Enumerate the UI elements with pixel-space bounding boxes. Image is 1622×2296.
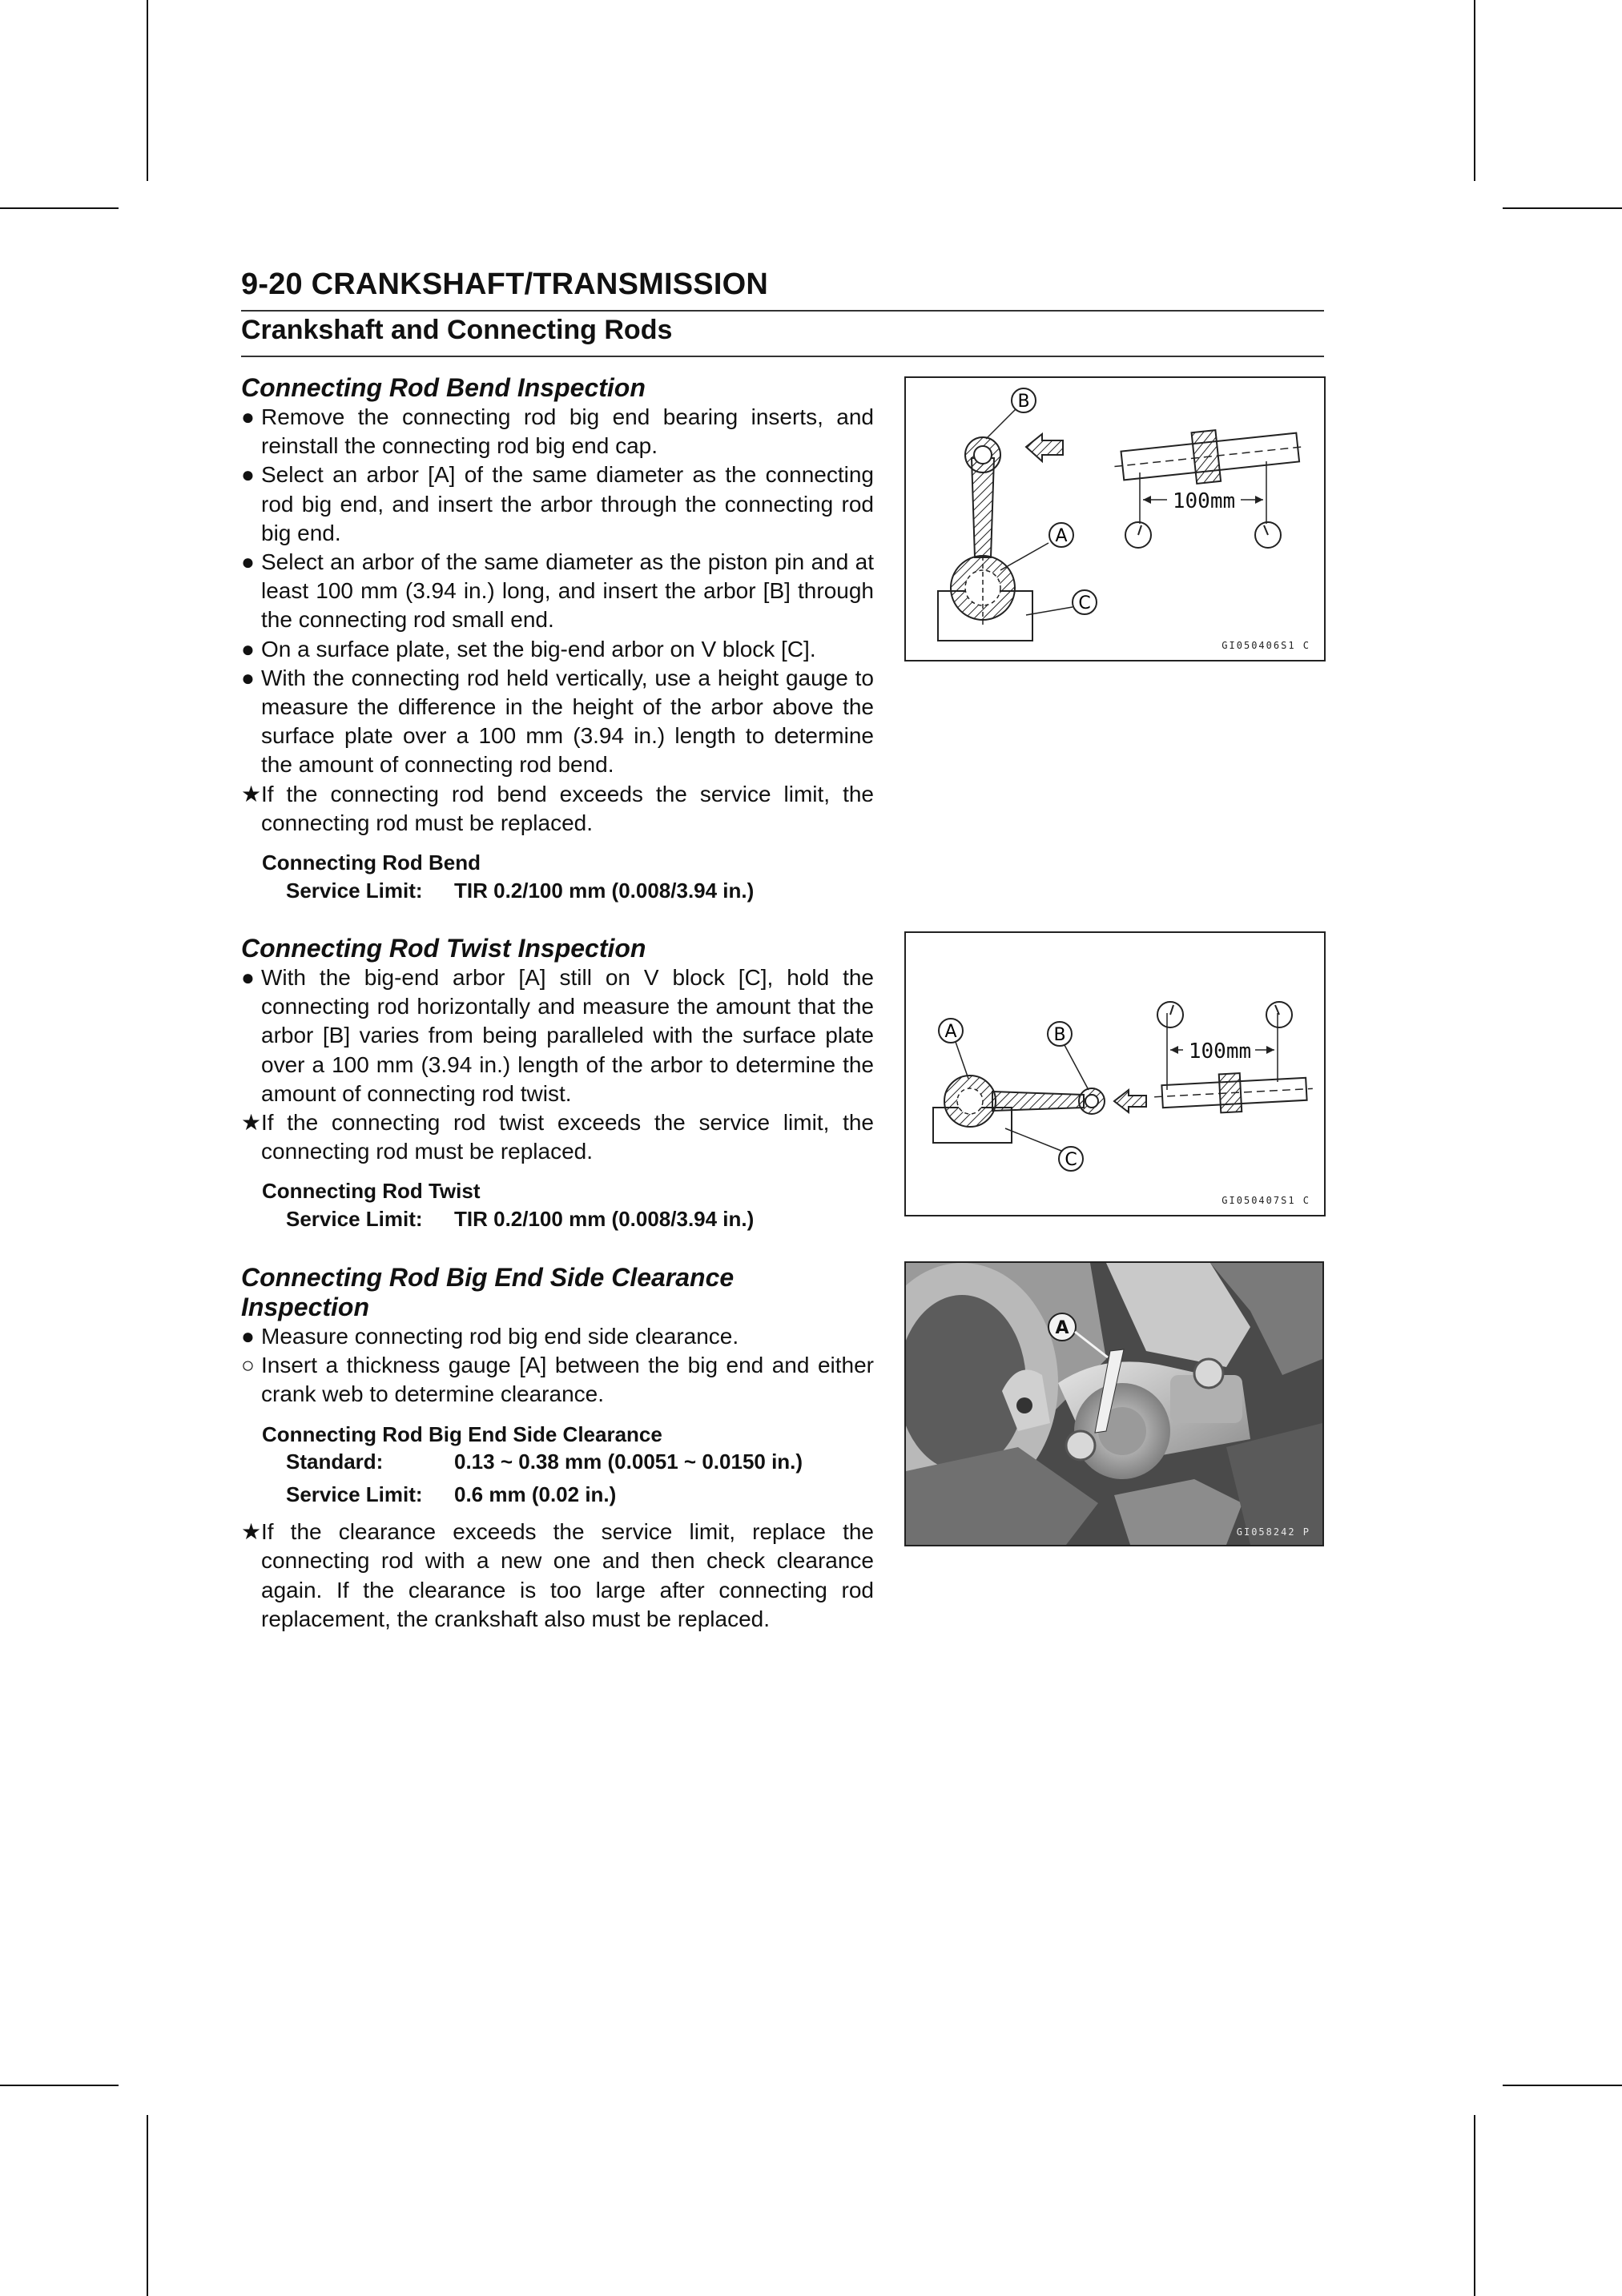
crop-mark xyxy=(0,2085,119,2086)
list-item xyxy=(241,664,874,780)
item-text: With the big-end arbor [A] still on V block [C], hold the connecting rod horizontally and measure the amount that the arbor [B] varies from being paralleled with the surface plate over a 100 mm (3.94 in.) length of the arbor to determine the amount of connecting rod twist. xyxy=(261,965,874,1106)
arbor-side-view xyxy=(1153,1069,1314,1116)
spec-row xyxy=(241,1448,874,1476)
item-text: Insert a thickness gauge [A] between the big end and either crank web to determine clearance. xyxy=(261,1353,874,1407)
list-item xyxy=(241,460,874,548)
spec-label: Service Limit: xyxy=(286,1482,423,1506)
crop-mark xyxy=(1474,2115,1475,2296)
list-item xyxy=(241,1108,874,1166)
item-text: If the connecting rod bend exceeds the service limit, the connecting rod must be replaced. xyxy=(261,781,874,835)
spec-title: Connecting Rod Twist xyxy=(262,1179,481,1204)
connecting-rod xyxy=(992,1092,1084,1111)
callout-label: A xyxy=(1055,526,1068,546)
spec-value: 0.13 ~ 0.38 mm (0.0051 ~ 0.0150 in.) xyxy=(454,1450,803,1474)
spec-title: Connecting Rod Big End Side Clearance xyxy=(262,1421,662,1446)
spec-value: TIR 0.2/100 mm (0.008/3.94 in.) xyxy=(454,1206,755,1231)
spec-block xyxy=(241,849,874,904)
dimension-label: 100mm xyxy=(1172,489,1236,513)
list-item xyxy=(241,1518,874,1634)
circle-marker: ○ xyxy=(241,1353,255,1378)
figure-twist-inspection xyxy=(904,931,1326,1216)
spec-block xyxy=(241,1177,874,1232)
section-title: Crankshaft and Connecting Rods xyxy=(241,315,673,345)
item-text: With the connecting rod held vertically, use a height gauge to measure the difference in the height of the arbor above the surface plate over a 100 mm (3.94 in.) length to determine the amount of connecting rod bend. xyxy=(261,665,874,778)
crop-mark xyxy=(147,2115,148,2296)
bullet-marker: ● xyxy=(241,1324,255,1349)
section-heading: Connecting Rod Big End Side Clearance Inspection xyxy=(241,1263,735,1321)
spec-row xyxy=(241,1481,874,1509)
section-twist-inspection xyxy=(241,934,874,1232)
page-title: 9-20 CRANKSHAFT/TRANSMISSION xyxy=(241,267,768,301)
item-text: Remove the connecting rod big end bearing inserts, and reinstall the connecting rod big end cap. xyxy=(261,404,874,459)
figure-bend-inspection xyxy=(904,376,1326,661)
spec-title: Connecting Rod Bend xyxy=(262,850,481,875)
figure-code: GI058242 P xyxy=(1236,1526,1310,1538)
figure-code: GI050406S1 C xyxy=(1222,640,1310,651)
view-arrow-icon xyxy=(1114,1090,1146,1112)
bullet-marker: ● xyxy=(241,665,255,690)
arbor-side-view xyxy=(1112,421,1308,493)
list-item xyxy=(241,548,874,635)
item-text: Select an arbor [A] of the same diameter as the connecting rod big end, and insert the arbor through the connecting rod big end. xyxy=(261,462,874,545)
bullet-marker: ● xyxy=(241,404,255,429)
callout-label: B xyxy=(1017,392,1030,412)
item-text: If the clearance exceeds the service limit, replace the connecting rod with a new one and then check clearance again. If the clearance is too large after connecting rod replacement, the crankshaft also must be replaced. xyxy=(261,1519,874,1631)
spec-value: 0.6 mm (0.02 in.) xyxy=(454,1482,617,1506)
callout-label: B xyxy=(1053,1025,1066,1045)
crop-mark xyxy=(147,0,148,181)
dimension-label: 100mm xyxy=(1188,1039,1252,1064)
crop-mark xyxy=(1474,0,1475,181)
item-text: Select an arbor of the same diameter as the piston pin and at least 100 mm (3.94 in.) long, and insert the arbor [B] through the connecting rod small end. xyxy=(261,549,874,633)
callout-label: A xyxy=(1055,1318,1069,1338)
spec-row xyxy=(241,1205,874,1233)
item-text: On a surface plate, set the big-end arbor on V block [C]. xyxy=(261,636,816,661)
list-item xyxy=(241,635,874,664)
spec-row xyxy=(241,877,874,905)
item-text: If the connecting rod twist exceeds the service limit, the connecting rod must be replaced. xyxy=(261,1110,874,1164)
bullet-marker: ● xyxy=(241,636,255,661)
photo-side-clearance xyxy=(904,1261,1324,1546)
bend-diagram xyxy=(906,378,1324,660)
photo-illustration xyxy=(906,1263,1322,1545)
crop-mark xyxy=(1503,207,1622,209)
header-rule xyxy=(241,310,1324,312)
crop-mark xyxy=(0,207,119,209)
star-marker: ★ xyxy=(241,1519,262,1545)
section-bend-inspection xyxy=(241,373,874,904)
section-heading: Connecting Rod Twist Inspection xyxy=(241,934,646,963)
list-item xyxy=(241,1351,874,1409)
figure-code: GI050407S1 C xyxy=(1222,1195,1310,1206)
bullet-marker: ● xyxy=(241,462,255,488)
spec-block xyxy=(241,1421,874,1509)
star-marker: ★ xyxy=(241,781,262,806)
section-heading: Connecting Rod Bend Inspection xyxy=(241,373,646,402)
spec-label: Service Limit: xyxy=(286,878,423,903)
twist-diagram xyxy=(906,933,1324,1215)
bullet-marker: ● xyxy=(241,965,255,990)
callout-label: A xyxy=(944,1022,957,1042)
spec-label: Standard: xyxy=(286,1450,384,1474)
callout-label: C xyxy=(1078,593,1091,613)
list-item xyxy=(241,963,874,1108)
section-side-clearance xyxy=(241,1263,874,1634)
list-item xyxy=(241,403,874,460)
star-marker: ★ xyxy=(241,1110,262,1136)
spec-label: Service Limit: xyxy=(286,1206,423,1231)
list-item xyxy=(241,1322,874,1351)
view-arrow-icon xyxy=(1026,434,1063,461)
item-text: Measure connecting rod big end side clearance. xyxy=(261,1324,739,1349)
list-item xyxy=(241,780,874,838)
bullet-marker: ● xyxy=(241,549,255,575)
spec-value: TIR 0.2/100 mm (0.008/3.94 in.) xyxy=(454,878,755,903)
crop-mark xyxy=(1503,2085,1622,2086)
callout-label: C xyxy=(1065,1150,1077,1170)
section-rule xyxy=(241,356,1324,357)
